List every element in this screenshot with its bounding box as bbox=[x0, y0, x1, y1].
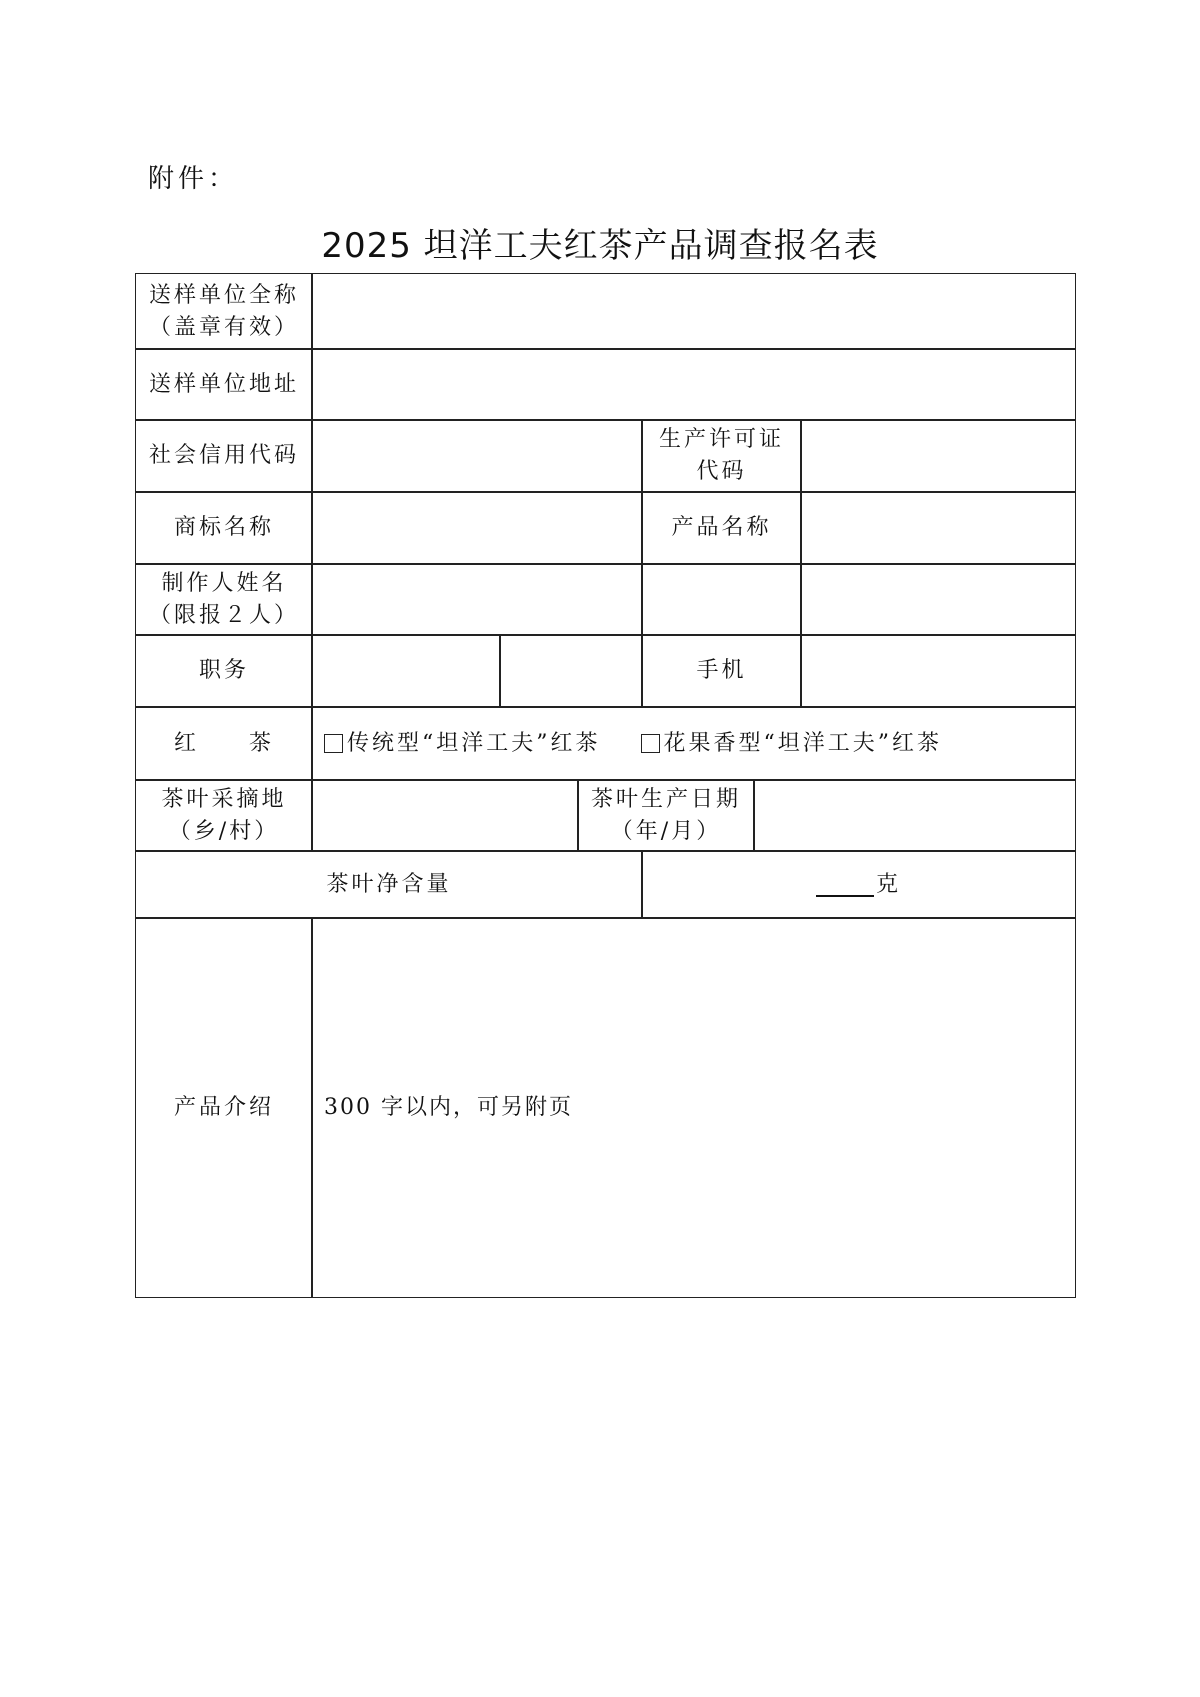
net-weight-blank[interactable] bbox=[816, 873, 874, 897]
intro-label: 产品介绍 bbox=[135, 917, 313, 1298]
license-code-label: 生产许可证 代码 bbox=[641, 419, 802, 493]
origin-label: 茶叶采摘地 （乡/村） bbox=[135, 779, 313, 852]
net-weight-label: 茶叶净含量 bbox=[135, 850, 643, 919]
production-date-label: 茶叶生产日期 （年/月） bbox=[577, 779, 755, 852]
floral-tea-option[interactable]: 花果香型“坦洋工夫”红茶 bbox=[641, 728, 943, 760]
trademark-label: 商标名称 bbox=[135, 491, 313, 565]
traditional-tea-option[interactable]: 传统型“坦洋工夫”红茶 bbox=[324, 728, 601, 760]
trademark-field[interactable] bbox=[311, 491, 643, 565]
credit-code-label: 社会信用代码 bbox=[135, 419, 313, 493]
unit-name-label: 送样单位全称 （盖章有效） bbox=[135, 273, 313, 350]
phone-label: 手机 bbox=[641, 634, 802, 708]
checkbox-icon[interactable] bbox=[641, 734, 660, 753]
tea-type-options bbox=[311, 706, 1076, 781]
maker-1-field[interactable] bbox=[311, 563, 643, 636]
origin-field[interactable] bbox=[311, 779, 579, 852]
position-label: 职务 bbox=[135, 634, 313, 708]
maker-2-field[interactable] bbox=[641, 563, 802, 636]
attachment-label: 附件： bbox=[148, 164, 239, 194]
unit-name-field[interactable] bbox=[311, 273, 1076, 350]
position-1-field[interactable] bbox=[311, 634, 501, 708]
maker-label: 制作人姓名 （限报２人） bbox=[135, 563, 313, 636]
black-tea-label: 红 茶 bbox=[135, 706, 313, 781]
license-code-field[interactable] bbox=[800, 419, 1076, 493]
position-2-field[interactable] bbox=[499, 634, 643, 708]
credit-code-field[interactable] bbox=[311, 419, 643, 493]
intro-field[interactable]: 300 字以内，可另附页 bbox=[311, 917, 1076, 1298]
production-date-field[interactable] bbox=[753, 779, 1076, 852]
maker-extra-field[interactable] bbox=[800, 563, 1076, 636]
product-name-label: 产品名称 bbox=[641, 491, 802, 565]
form-title: 2025 坦洋工夫红茶产品调查报名表 bbox=[321, 226, 879, 266]
product-name-field[interactable] bbox=[800, 491, 1076, 565]
phone-field[interactable] bbox=[800, 634, 1076, 708]
unit-address-field[interactable] bbox=[311, 348, 1076, 421]
checkbox-icon[interactable] bbox=[324, 734, 343, 753]
net-weight-field[interactable]: 克 bbox=[641, 850, 1076, 919]
unit-address-label: 送样单位地址 bbox=[135, 348, 313, 421]
